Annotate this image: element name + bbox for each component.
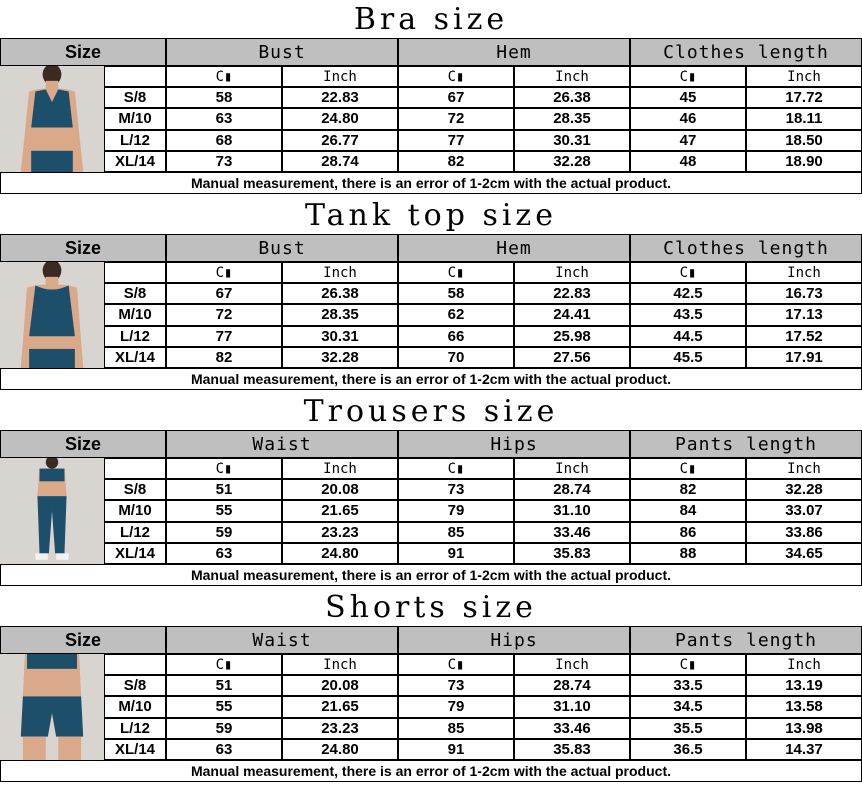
table-cell: 28.74 <box>514 675 630 696</box>
unit-label: C▮ <box>398 66 514 87</box>
table-cell: 31.10 <box>514 696 630 717</box>
size-header: Size <box>0 626 166 654</box>
size-label: L/12 <box>104 718 166 739</box>
size-label: XL/14 <box>104 151 166 172</box>
table-cell: 26.38 <box>282 283 398 304</box>
table-cell: 63 <box>166 543 282 564</box>
table-cell: 18.90 <box>746 151 862 172</box>
table-cell: 82 <box>398 151 514 172</box>
table-cell: 45.5 <box>630 347 746 368</box>
table-cell: 17.72 <box>746 87 862 108</box>
trousers-model-photo <box>0 458 104 564</box>
table-cell: 13.19 <box>746 675 862 696</box>
table-cell: 23.23 <box>282 718 398 739</box>
table-cell: 46 <box>630 108 746 129</box>
measurement-header: Clothes length <box>630 234 862 262</box>
measurement-header: Waist <box>166 430 398 458</box>
shorts-model-photo <box>0 654 104 760</box>
table-cell: 34.5 <box>630 696 746 717</box>
table-cell: 26.38 <box>514 87 630 108</box>
size-header: Size <box>0 234 166 262</box>
table-cell: 28.74 <box>514 479 630 500</box>
measurement-header: Hem <box>398 234 630 262</box>
unit-label: Inch <box>514 66 630 87</box>
size-label: S/8 <box>104 87 166 108</box>
unit-label: C▮ <box>630 458 746 479</box>
table-cell: 20.08 <box>282 675 398 696</box>
table-cell: 42.5 <box>630 283 746 304</box>
unit-label: C▮ <box>398 458 514 479</box>
unit-label: Inch <box>746 654 862 675</box>
table-cell: 68 <box>166 130 282 151</box>
size-label: M/10 <box>104 108 166 129</box>
table-cell: 91 <box>398 543 514 564</box>
table-cell: 25.98 <box>514 326 630 347</box>
table-cell: 82 <box>630 479 746 500</box>
table-cell: 44.5 <box>630 326 746 347</box>
table-cell: 67 <box>398 87 514 108</box>
table-cell: 72 <box>166 304 282 325</box>
table-cell: 32.28 <box>746 479 862 500</box>
measurement-header: Pants length <box>630 626 862 654</box>
table-cell: 32.28 <box>282 347 398 368</box>
size-label: S/8 <box>104 283 166 304</box>
size-label: XL/14 <box>104 347 166 368</box>
table-cell: 28.35 <box>282 304 398 325</box>
size-label: M/10 <box>104 500 166 521</box>
table-cell: 86 <box>630 522 746 543</box>
unit-label: C▮ <box>630 262 746 283</box>
measurement-header: Waist <box>166 626 398 654</box>
unit-label: C▮ <box>398 262 514 283</box>
table-cell: 33.46 <box>514 718 630 739</box>
table-cell: 13.98 <box>746 718 862 739</box>
disclaimer-note: Manual measurement, there is an error of 1-2cm with the actual product. <box>0 760 862 782</box>
table-cell: 24.80 <box>282 739 398 760</box>
table-cell: 26.77 <box>282 130 398 151</box>
table-cell: 17.52 <box>746 326 862 347</box>
table-cell: 47 <box>630 130 746 151</box>
size-label: L/12 <box>104 326 166 347</box>
measurement-header: Bust <box>166 38 398 66</box>
table-cell: 79 <box>398 696 514 717</box>
table-cell: 31.10 <box>514 500 630 521</box>
unit-label: Inch <box>746 458 862 479</box>
measurement-header: Clothes length <box>630 38 862 66</box>
unit-label: C▮ <box>630 654 746 675</box>
table-cell: 28.74 <box>282 151 398 172</box>
unit-label: C▮ <box>630 66 746 87</box>
section-title: Trousers size <box>303 393 559 429</box>
table-cell: 21.65 <box>282 696 398 717</box>
unit-label: Inch <box>282 66 398 87</box>
disclaimer-note: Manual measurement, there is an error of 1-2cm with the actual product. <box>0 564 862 586</box>
table-cell: 45 <box>630 87 746 108</box>
table-cell: 85 <box>398 718 514 739</box>
unit-label: Inch <box>282 654 398 675</box>
table-cell: 27.56 <box>514 347 630 368</box>
table-cell: 24.80 <box>282 543 398 564</box>
table-cell: 51 <box>166 675 282 696</box>
table-cell: 88 <box>630 543 746 564</box>
table-cell: 72 <box>398 108 514 129</box>
unit-label: Inch <box>746 262 862 283</box>
unit-label-cell <box>104 458 166 479</box>
size-label: S/8 <box>104 479 166 500</box>
unit-label: Inch <box>746 66 862 87</box>
table-cell: 22.83 <box>282 87 398 108</box>
table-cell: 73 <box>398 479 514 500</box>
size-label: M/10 <box>104 304 166 325</box>
table-cell: 67 <box>166 283 282 304</box>
unit-label: Inch <box>514 654 630 675</box>
size-label: L/12 <box>104 130 166 151</box>
table-cell: 35.83 <box>514 739 630 760</box>
measurement-header: Hips <box>398 626 630 654</box>
table-cell: 77 <box>166 326 282 347</box>
size-label: XL/14 <box>104 543 166 564</box>
unit-label: C▮ <box>166 262 282 283</box>
table-cell: 85 <box>398 522 514 543</box>
table-cell: 17.91 <box>746 347 862 368</box>
measurement-header: Hem <box>398 38 630 66</box>
section-title: Shorts size <box>325 589 537 625</box>
table-cell: 30.31 <box>514 130 630 151</box>
unit-label: C▮ <box>398 654 514 675</box>
table-cell: 24.80 <box>282 108 398 129</box>
table-cell: 73 <box>398 675 514 696</box>
table-cell: 55 <box>166 500 282 521</box>
unit-label: Inch <box>282 262 398 283</box>
unit-label: C▮ <box>166 66 282 87</box>
table-cell: 16.73 <box>746 283 862 304</box>
bra-model-photo <box>0 66 104 172</box>
table-cell: 33.46 <box>514 522 630 543</box>
unit-label: Inch <box>514 262 630 283</box>
table-cell: 43.5 <box>630 304 746 325</box>
table-cell: 21.65 <box>282 500 398 521</box>
table-cell: 24.41 <box>514 304 630 325</box>
unit-label-cell <box>104 66 166 87</box>
table-cell: 33.5 <box>630 675 746 696</box>
table-cell: 32.28 <box>514 151 630 172</box>
table-cell: 59 <box>166 718 282 739</box>
table-cell: 23.23 <box>282 522 398 543</box>
table-cell: 28.35 <box>514 108 630 129</box>
table-cell: 79 <box>398 500 514 521</box>
table-cell: 58 <box>166 87 282 108</box>
table-cell: 84 <box>630 500 746 521</box>
disclaimer-note: Manual measurement, there is an error of 1-2cm with the actual product. <box>0 172 862 194</box>
table-cell: 18.50 <box>746 130 862 151</box>
unit-label: Inch <box>282 458 398 479</box>
table-cell: 77 <box>398 130 514 151</box>
table-cell: 18.11 <box>746 108 862 129</box>
size-label: L/12 <box>104 522 166 543</box>
section-title: Bra size <box>353 1 509 37</box>
size-label: S/8 <box>104 675 166 696</box>
table-cell: 48 <box>630 151 746 172</box>
unit-label: C▮ <box>166 458 282 479</box>
table-cell: 63 <box>166 108 282 129</box>
size-header: Size <box>0 38 166 66</box>
measurement-header: Pants length <box>630 430 862 458</box>
table-cell: 82 <box>166 347 282 368</box>
tank-top-model-photo <box>0 262 104 368</box>
table-cell: 73 <box>166 151 282 172</box>
table-cell: 14.37 <box>746 739 862 760</box>
table-cell: 36.5 <box>630 739 746 760</box>
table-cell: 63 <box>166 739 282 760</box>
measurement-header: Hips <box>398 430 630 458</box>
table-cell: 17.13 <box>746 304 862 325</box>
measurement-header: Bust <box>166 234 398 262</box>
table-cell: 59 <box>166 522 282 543</box>
table-cell: 91 <box>398 739 514 760</box>
unit-label-cell <box>104 262 166 283</box>
table-cell: 55 <box>166 696 282 717</box>
table-cell: 22.83 <box>514 283 630 304</box>
table-cell: 13.58 <box>746 696 862 717</box>
unit-label: Inch <box>514 458 630 479</box>
unit-label: C▮ <box>166 654 282 675</box>
table-cell: 62 <box>398 304 514 325</box>
size-header: Size <box>0 430 166 458</box>
table-cell: 35.5 <box>630 718 746 739</box>
table-cell: 33.86 <box>746 522 862 543</box>
table-cell: 20.08 <box>282 479 398 500</box>
table-cell: 30.31 <box>282 326 398 347</box>
table-cell: 70 <box>398 347 514 368</box>
unit-label-cell <box>104 654 166 675</box>
table-cell: 66 <box>398 326 514 347</box>
section-title: Tank top size <box>304 197 557 233</box>
table-cell: 33.07 <box>746 500 862 521</box>
size-label: XL/14 <box>104 739 166 760</box>
table-cell: 34.65 <box>746 543 862 564</box>
table-cell: 58 <box>398 283 514 304</box>
table-cell: 51 <box>166 479 282 500</box>
table-cell: 35.83 <box>514 543 630 564</box>
disclaimer-note: Manual measurement, there is an error of 1-2cm with the actual product. <box>0 368 862 390</box>
size-label: M/10 <box>104 696 166 717</box>
